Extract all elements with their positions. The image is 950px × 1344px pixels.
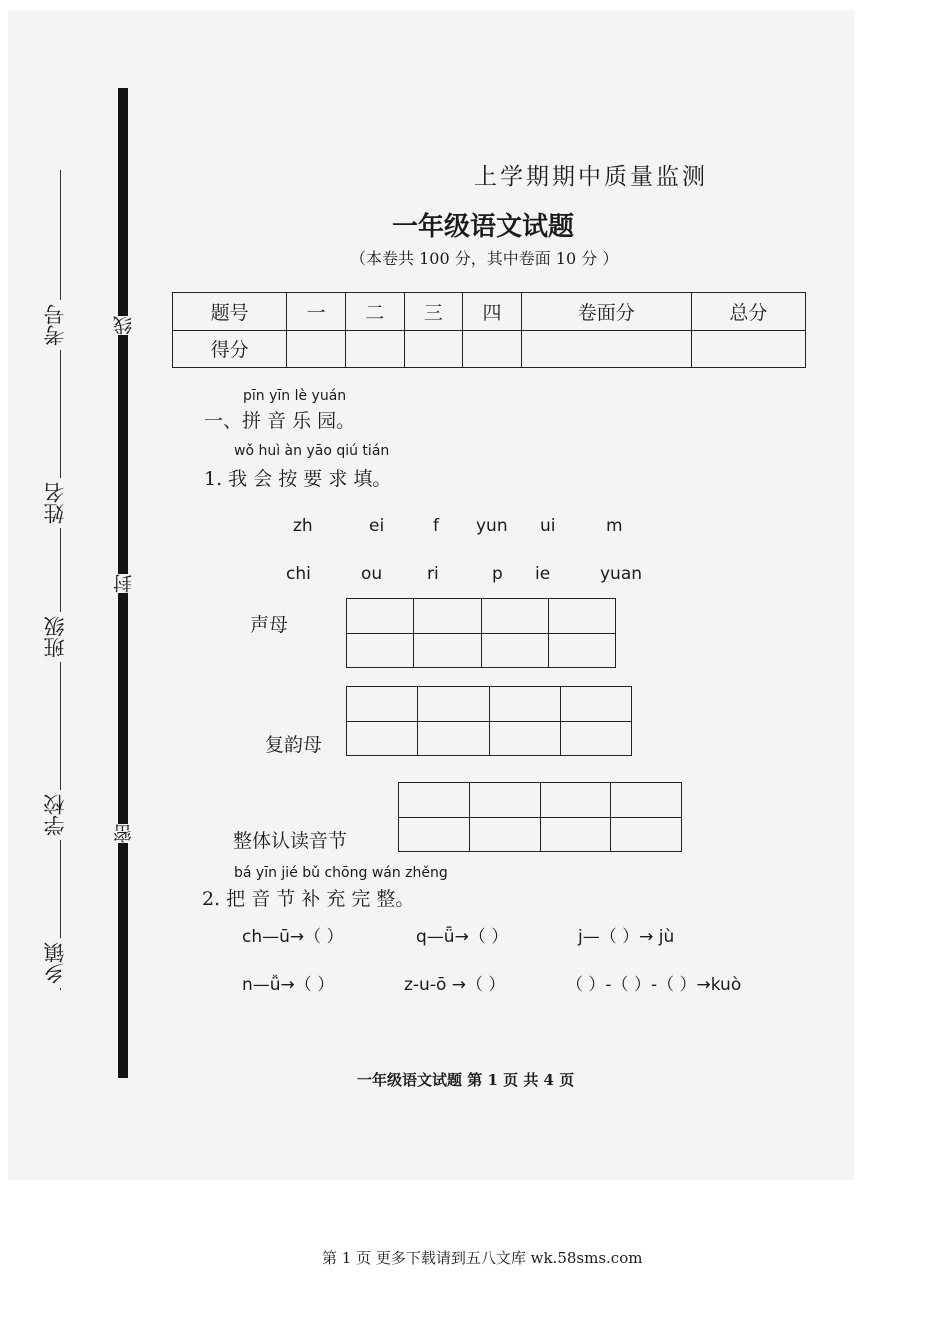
- school-label: 学校: [42, 790, 72, 840]
- letter-item: ou: [361, 564, 383, 584]
- initials-grid: [346, 598, 616, 668]
- answer-cell[interactable]: [418, 687, 489, 722]
- score-cell[interactable]: [521, 330, 691, 368]
- seal-char-secret: 密: [110, 824, 138, 843]
- answer-cell[interactable]: [548, 599, 615, 634]
- margin-fill-line: [60, 170, 61, 990]
- score-header-cell: 一: [287, 293, 346, 331]
- score-cell[interactable]: [404, 330, 463, 368]
- answer-cell[interactable]: [347, 687, 418, 722]
- class-label: 班级: [42, 612, 72, 662]
- answer-cell[interactable]: [481, 599, 548, 634]
- letter-item: p: [492, 564, 503, 584]
- finals-label: 复韵母: [265, 734, 323, 756]
- whole-syllable-grid: [398, 782, 682, 852]
- answer-cell[interactable]: [414, 633, 481, 668]
- score-table: [172, 292, 806, 368]
- answer-cell[interactable]: [418, 721, 489, 756]
- score-header-cell: 三: [404, 293, 463, 331]
- q1-prompt: 1. 我 会 按 要 求 填。: [204, 468, 392, 490]
- q2-prompt: 2. 把 音 节 补 充 完 整。: [202, 888, 415, 910]
- page-footer: 一年级语文试题 第 1 页 共 4 页: [357, 1071, 575, 1089]
- township-label: 乡镇: [42, 938, 72, 988]
- answer-cell[interactable]: [469, 783, 540, 818]
- answer-cell[interactable]: [347, 633, 414, 668]
- letter-item: yuan: [600, 564, 643, 584]
- answer-cell[interactable]: [489, 721, 560, 756]
- letter-item: ui: [540, 516, 556, 536]
- answer-cell[interactable]: [399, 783, 470, 818]
- section1-pinyin: pīn yīn lè yuán: [243, 388, 347, 404]
- score-cell[interactable]: [345, 330, 404, 368]
- download-note: 第 1 页 更多下载请到五八文库 wk.58sms.com: [322, 1249, 643, 1267]
- answer-cell[interactable]: [347, 599, 414, 634]
- answer-cell[interactable]: [560, 721, 631, 756]
- syllable-chain[interactable]: n—ǚ→（ ）: [242, 975, 335, 995]
- score-header-cell: 卷面分: [521, 293, 691, 331]
- answer-cell[interactable]: [611, 817, 682, 852]
- syllable-chain[interactable]: （ ）-（ ）-（ ）→kuò: [566, 975, 742, 995]
- syllable-chain[interactable]: j—（ ）→ jù: [578, 927, 675, 947]
- score-cell[interactable]: [287, 330, 346, 368]
- score-row-label: 得分: [173, 330, 287, 368]
- score-header-cell: 四: [463, 293, 522, 331]
- letter-item: f: [433, 516, 439, 536]
- finals-grid: [346, 686, 632, 756]
- grid-row: [399, 817, 682, 852]
- letter-item: ri: [427, 564, 439, 584]
- exam-name: 上学期期中质量监测: [474, 164, 708, 190]
- exam-number-label: 考号: [42, 300, 72, 350]
- letter-item: m: [606, 516, 623, 536]
- syllable-chain[interactable]: q—ǖ→（ ）: [416, 927, 509, 947]
- score-header-cell: 题号: [173, 293, 287, 331]
- answer-cell[interactable]: [469, 817, 540, 852]
- section1-heading: 一、拼 音 乐 园。: [204, 410, 356, 432]
- scanned-page: [8, 10, 854, 1180]
- grid-row: [399, 783, 682, 818]
- syllable-chain[interactable]: z-u-ō →（ ）: [404, 975, 506, 995]
- letter-item: ie: [535, 564, 551, 584]
- answer-cell[interactable]: [481, 633, 548, 668]
- letter-item: yun: [476, 516, 508, 536]
- letter-item: chi: [286, 564, 311, 584]
- answer-cell[interactable]: [540, 817, 611, 852]
- syllable-chain[interactable]: ch—ū→（ ）: [242, 927, 344, 947]
- grid-row: [347, 599, 616, 634]
- grid-row: [347, 633, 616, 668]
- answer-cell[interactable]: [548, 633, 615, 668]
- answer-cell[interactable]: [414, 599, 481, 634]
- seal-char-line: 线: [110, 316, 138, 335]
- answer-cell[interactable]: [347, 721, 418, 756]
- answer-cell[interactable]: [489, 687, 560, 722]
- name-label: 姓名: [42, 478, 72, 528]
- initials-label: 声母: [250, 614, 289, 636]
- score-cell[interactable]: [463, 330, 522, 368]
- score-header-cell: 二: [345, 293, 404, 331]
- score-cell[interactable]: [691, 330, 805, 368]
- grid-row: [347, 721, 632, 756]
- seal-char-seal: 封: [110, 574, 138, 593]
- paper-title: 一年级语文试题: [392, 212, 575, 242]
- letter-item: zh: [293, 516, 313, 536]
- q1-pinyin: wǒ huì àn yāo qiú tián: [234, 443, 390, 459]
- answer-cell[interactable]: [540, 783, 611, 818]
- score-table-row: [173, 330, 806, 368]
- whole-syllable-label: 整体认读音节: [233, 830, 348, 852]
- q2-pinyin: bá yīn jié bǔ chōng wán zhěng: [234, 865, 448, 881]
- answer-cell[interactable]: [611, 783, 682, 818]
- letter-item: ei: [369, 516, 385, 536]
- grid-row: [347, 687, 632, 722]
- score-header-cell: 总分: [691, 293, 805, 331]
- answer-cell[interactable]: [560, 687, 631, 722]
- score-table-row: [173, 293, 806, 331]
- answer-cell[interactable]: [399, 817, 470, 852]
- paper-subtitle: （本卷共 100 分，其中卷面 10 分 ）: [350, 249, 619, 268]
